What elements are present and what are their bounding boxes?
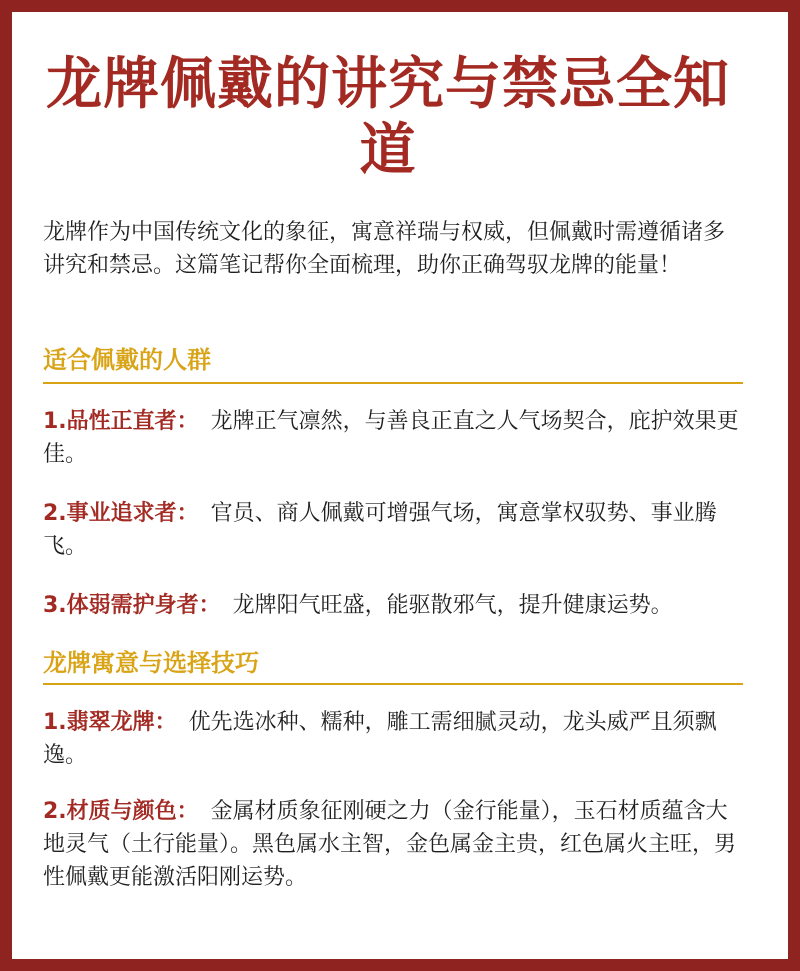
list-item-career-seeker — [43, 497, 743, 563]
item-text: 官员、商人佩戴可增强气场，寓意掌权驭势、事业腾飞。 — [43, 501, 717, 559]
list-item-jade-dragon-plaque — [43, 706, 743, 772]
item-text: 金属材质象征刚硬之力（金行能量），玉石材质蕴含大地灵气（土行能量）。黑色属水主智，金色属金主贵，红色属火主旺，男性佩戴更能激活阳刚运势。 — [43, 799, 737, 890]
item-text: 龙牌正气凛然，与善良正直之人气场契合，庇护效果更佳。 — [43, 409, 739, 467]
section-divider — [43, 382, 743, 384]
item-label: 3.体弱需护身者： — [43, 593, 221, 618]
item-label: 2.材质与颜色： — [43, 799, 199, 824]
item-text: 优先选冰种、糯种，雕工需细腻灵动，龙头威严且须飘逸。 — [43, 710, 717, 768]
item-text: 龙牌阳气旺盛，能驱散邪气，提升健康运势。 — [232, 593, 673, 618]
section-divider — [43, 683, 743, 685]
page-title: 龙牌佩戴的讲究与禁忌全知道 — [46, 52, 730, 183]
item-label: 1.品性正直者： — [43, 409, 199, 434]
list-item-upright-person — [43, 405, 743, 471]
list-item-weak-body — [43, 589, 743, 622]
item-label: 2.事业追求者： — [43, 501, 199, 526]
item-label: 1.翡翠龙牌： — [43, 710, 177, 735]
section-heading-meaning-selection: 龙牌寓意与选择技巧 — [43, 649, 259, 677]
intro-paragraph: 龙牌作为中国传统文化的象征，寓意祥瑞与权威，但佩戴时需遵循诸多讲究和禁忌。这篇笔记帮你全面梳理，助你正确驾驭龙牌的能量！ — [43, 220, 726, 278]
section-heading-suitable-people: 适合佩戴的人群 — [43, 346, 211, 374]
list-item-material-color — [43, 795, 743, 894]
